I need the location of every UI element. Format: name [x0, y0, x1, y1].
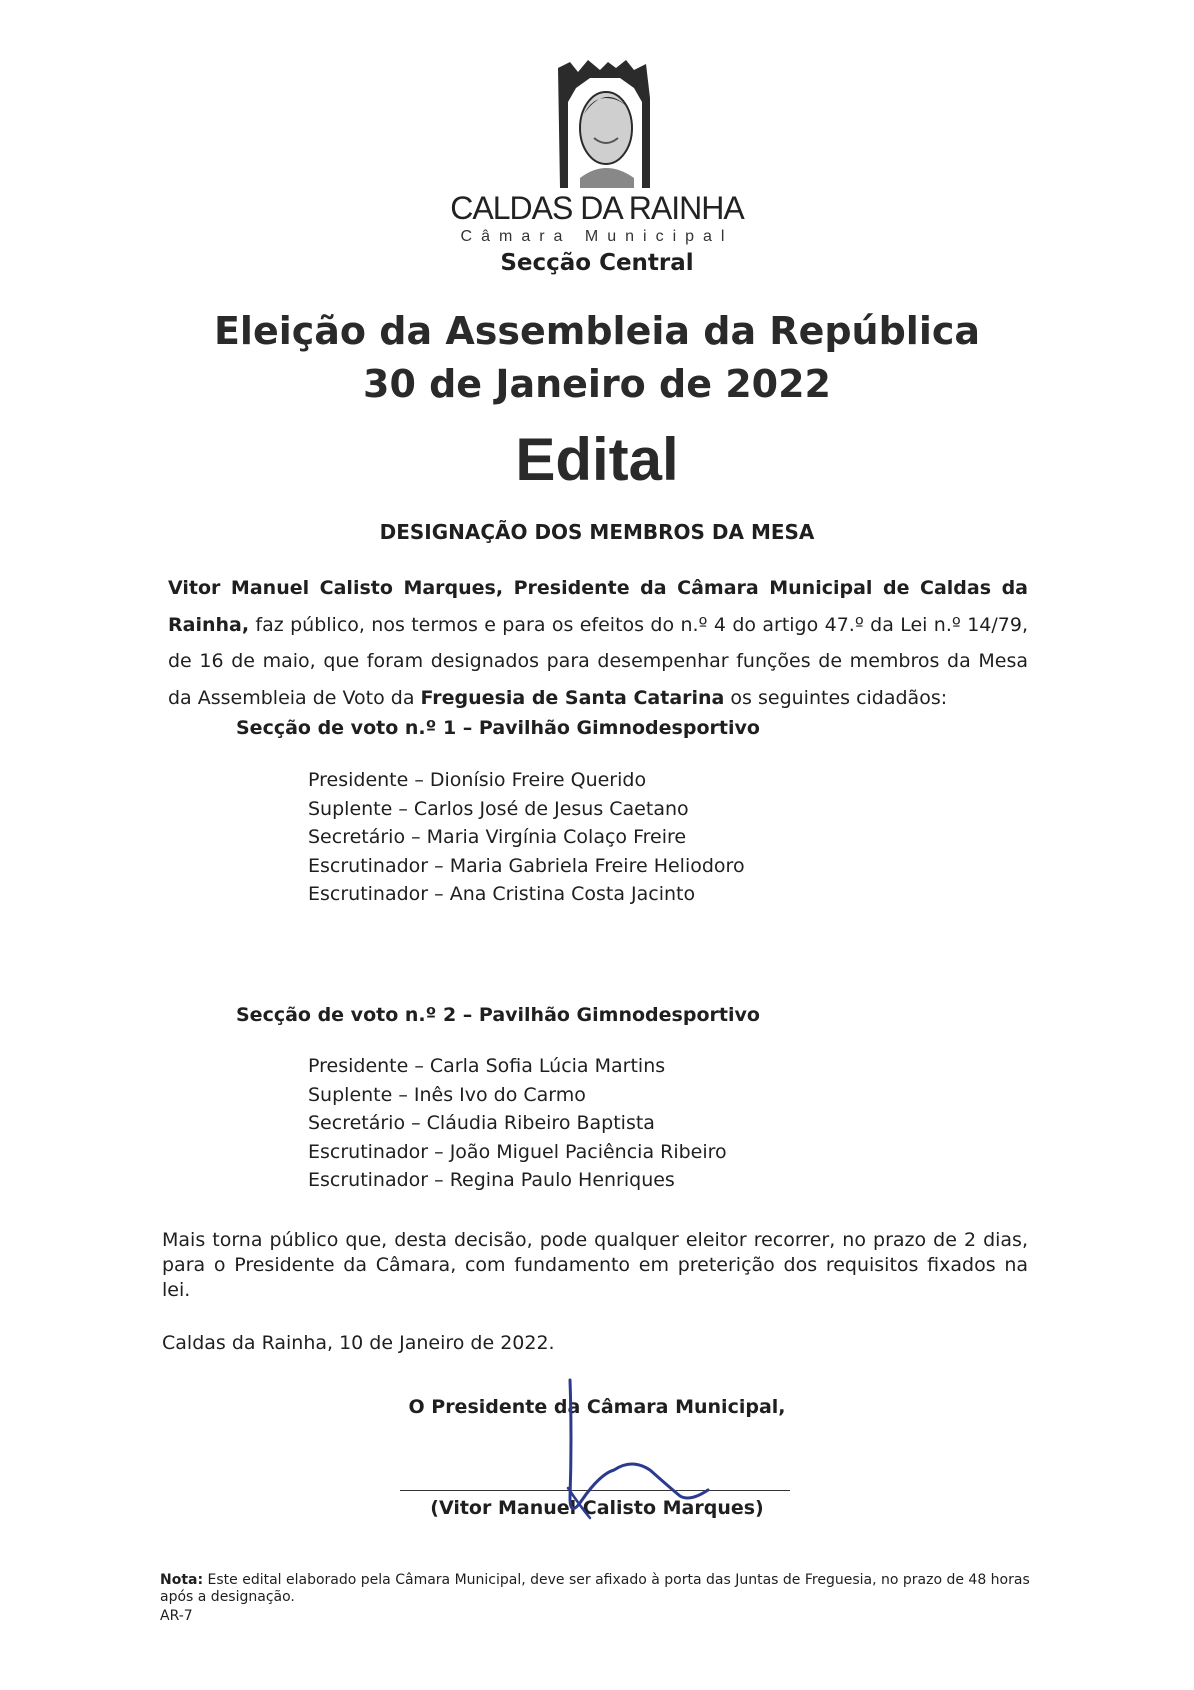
member-item: Presidente – Dionísio Freire Querido: [308, 769, 647, 791]
section-1-heading: Secção de voto n.º 1 – Pavilhão Gimnodesportivo: [236, 717, 760, 739]
municipality-logo: [550, 58, 660, 190]
member-item: Escrutinador – João Miguel Paciência Ribeiro: [308, 1140, 727, 1163]
note-label: Nota:: [160, 1572, 204, 1588]
note-text: Este edital elaborado pela Câmara Municipal, deve ser afixado à porta das Juntas de Freguesia, no prazo de 48 horas após a designação.: [160, 1572, 1030, 1605]
intro-paragraph: [168, 570, 1028, 716]
member-item: Escrutinador – Regina Paulo Henriques: [308, 1169, 675, 1191]
intro-text-2: os seguintes cidadãos:: [724, 686, 948, 709]
member-item: Escrutinador – Ana Cristina Costa Jacinto: [308, 883, 696, 905]
member-item: Secretário – Maria Virgínia Colaço Freire: [308, 826, 687, 848]
member-item: Suplente – Inês Ivo do Carmo: [308, 1083, 586, 1106]
handwritten-signature: [540, 1378, 760, 1528]
intro-text-1: faz público, nos termos e para os efeitos do n.º 4 do artigo 47.º da Lei n.º 14/79, de 16 de maio, que foram designados para desempenhar funções de membros da Mesa da Assembleia de Voto da: [168, 613, 1028, 709]
member-item: Presidente – Carla Sofia Lúcia Martins: [308, 1055, 666, 1077]
section-2-members: [308, 1052, 727, 1195]
footer-note: [160, 1572, 1030, 1606]
member-item: Suplente – Carlos José de Jesus Caetano: [308, 797, 689, 820]
closing-paragraph: Mais torna público que, desta decisão, pode qualquer eleitor recorrer, no prazo de 2 dias, para o Presidente da Câmara, com fundamento em preterição dos requisitos fixados na lei.: [162, 1229, 1028, 1301]
member-item: Secretário – Cláudia Ribeiro Baptista: [308, 1112, 655, 1134]
parish-name: Freguesia de Santa Catarina: [420, 686, 725, 709]
section-1-members: [308, 766, 745, 909]
document-type: Edital: [515, 426, 679, 493]
document-subject: DESIGNAÇÃO DOS MEMBROS DA MESA: [379, 520, 815, 544]
election-date: 30 de Janeiro de 2022: [363, 362, 831, 406]
place-date: Caldas da Rainha, 10 de Janeiro de 2022.: [162, 1332, 555, 1354]
signatory-role: O Presidente da Câmara Municipal,: [408, 1396, 786, 1418]
section-2-heading: Secção de voto n.º 2 – Pavilhão Gimnodesportivo: [236, 1004, 760, 1026]
member-item: Escrutinador – Maria Gabriela Freire Heliodoro: [308, 854, 745, 877]
brand-subtitle: Câmara Municipal: [460, 228, 734, 245]
president-name: Vitor Manuel Calisto Marques, Presidente da Câmara Municipal de Caldas da Rainha,: [168, 577, 1028, 636]
signatory-name: (Vitor Manuel Calisto Marques): [430, 1497, 764, 1519]
election-title: Eleição da Assembleia da República: [213, 309, 981, 353]
section-label: Secção Central: [500, 250, 694, 276]
brand-name: CALDAS DA RAINHA: [450, 190, 744, 226]
document-reference: AR-7: [160, 1608, 193, 1624]
